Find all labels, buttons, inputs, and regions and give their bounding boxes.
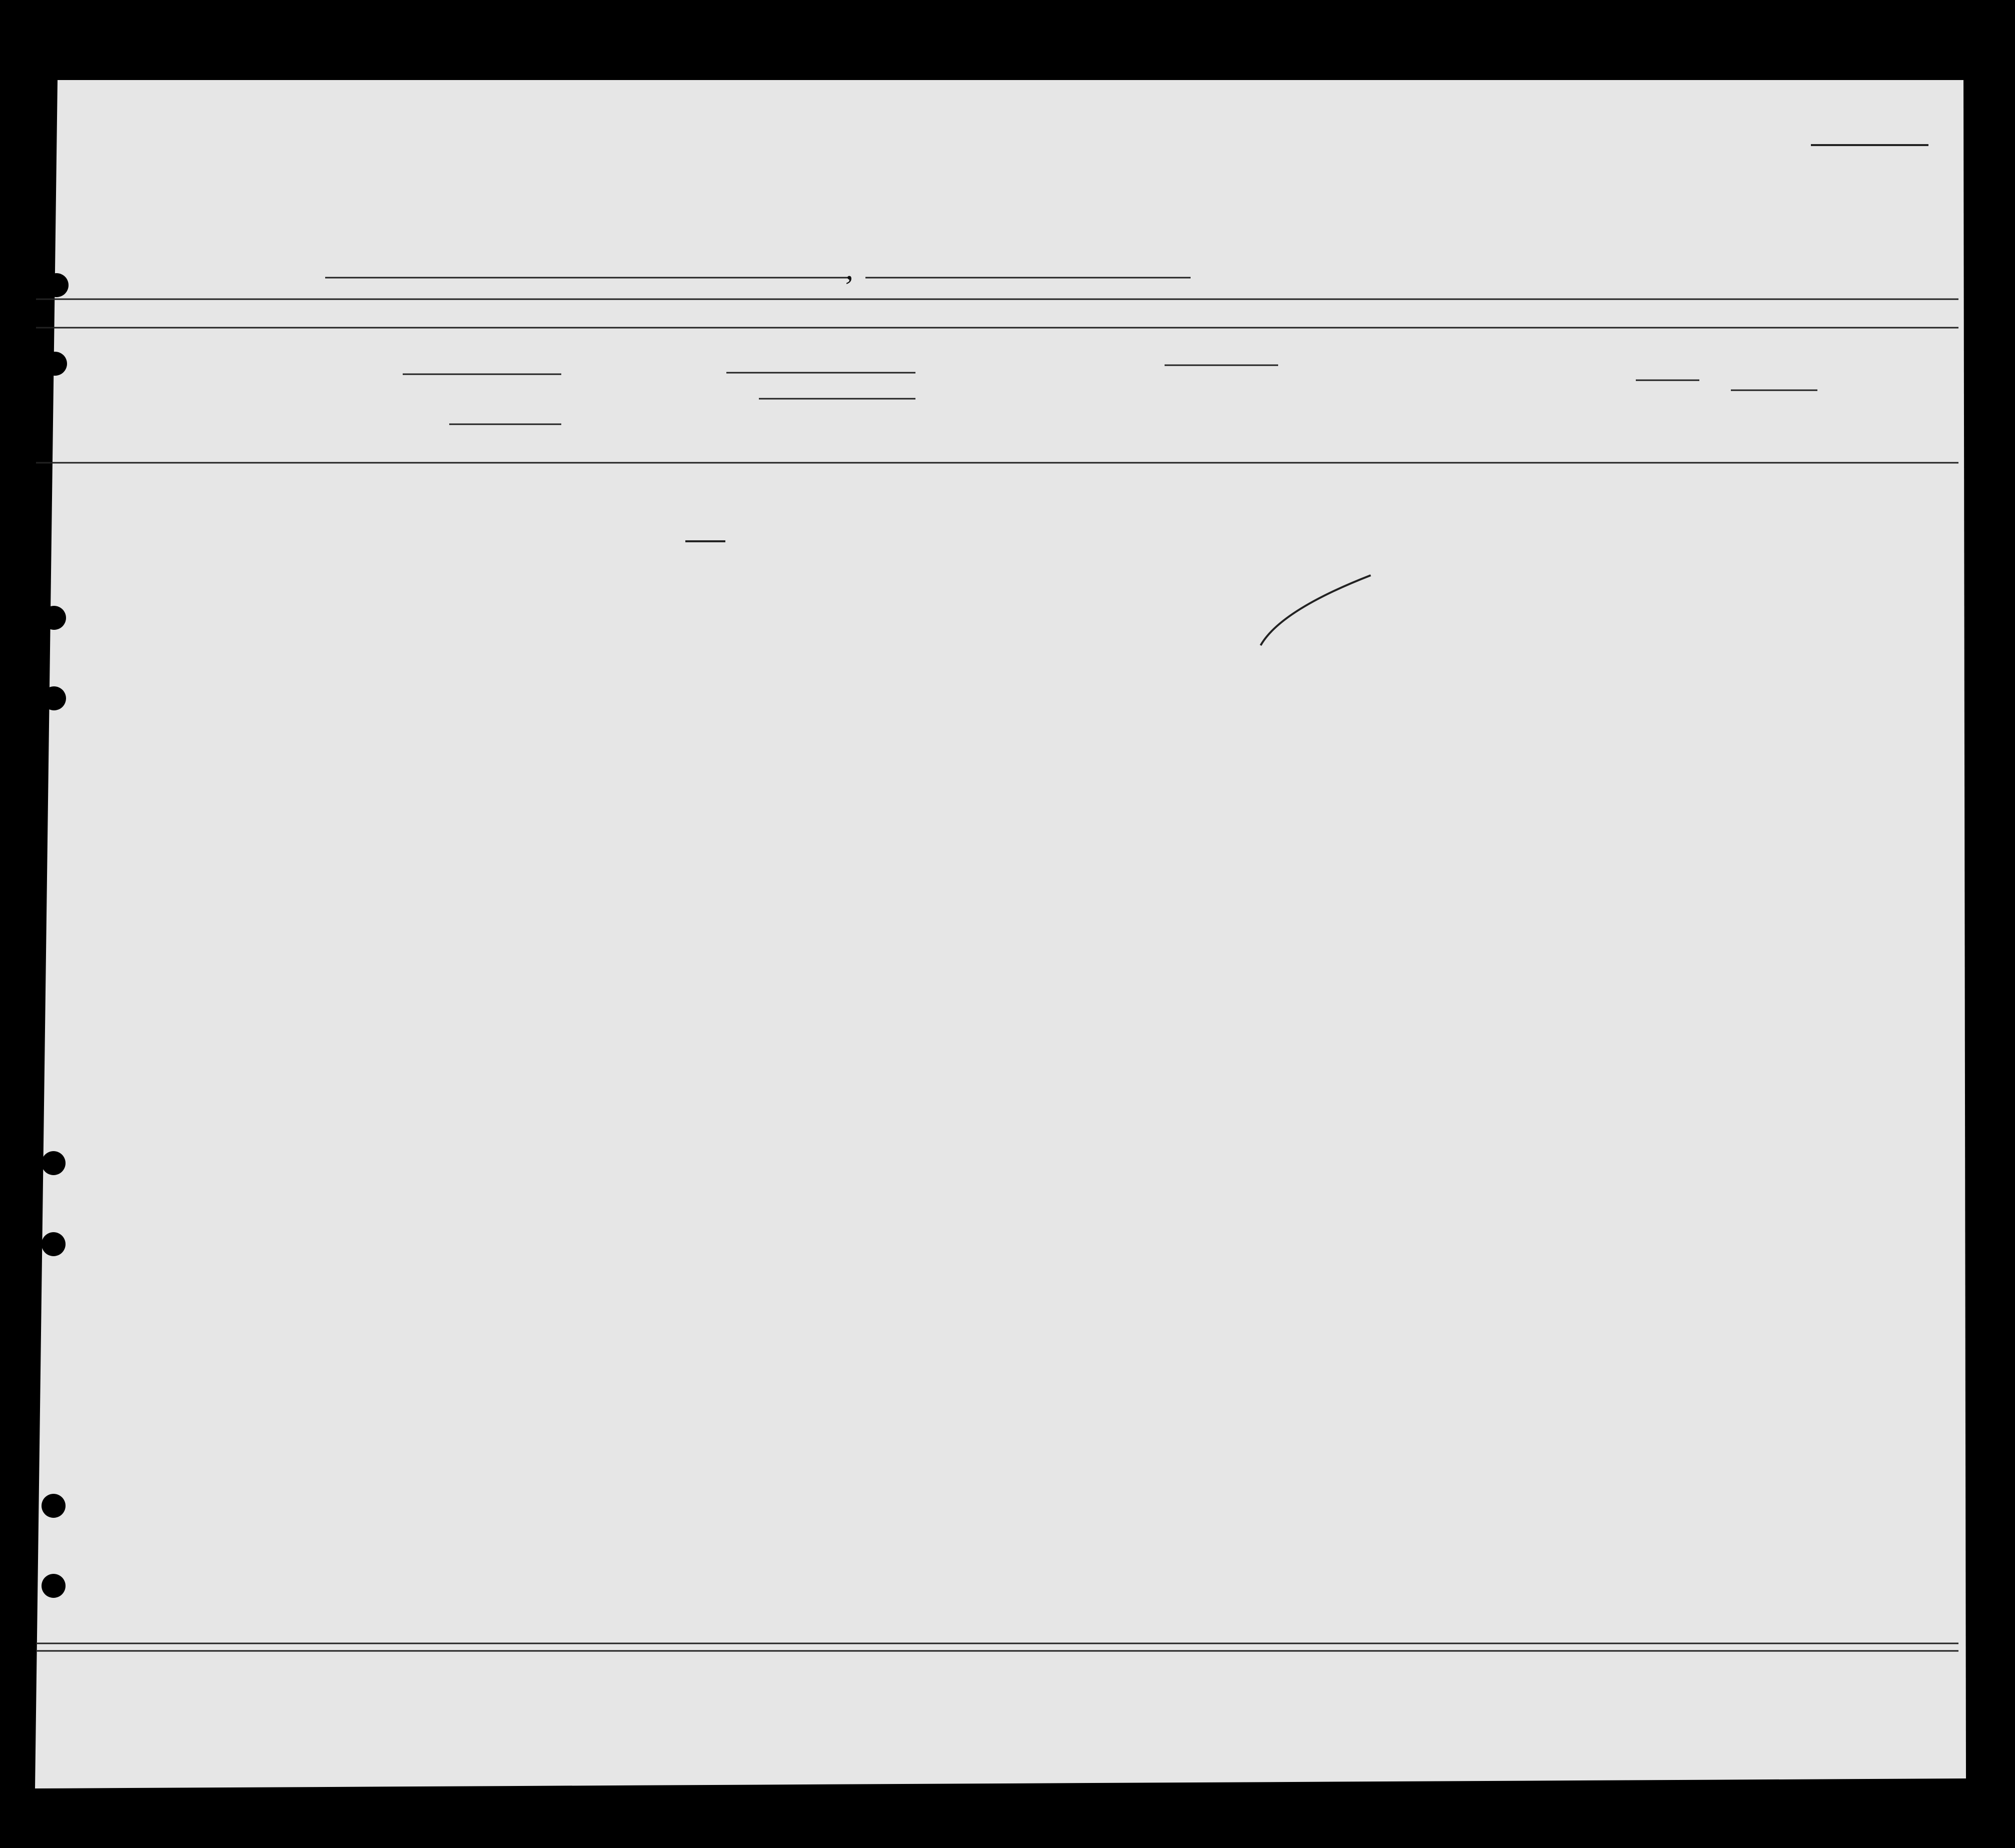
punch-hole [43, 352, 67, 376]
punch-hole [42, 686, 66, 710]
punch-hole [42, 1151, 66, 1175]
comma-separator: , [845, 251, 853, 286]
punch-hole [42, 606, 66, 630]
punch-hole [42, 1574, 66, 1598]
punch-hole [45, 273, 69, 297]
punch-hole [42, 1494, 66, 1518]
paper-sheet [35, 80, 1966, 1788]
punch-hole [42, 1232, 66, 1256]
